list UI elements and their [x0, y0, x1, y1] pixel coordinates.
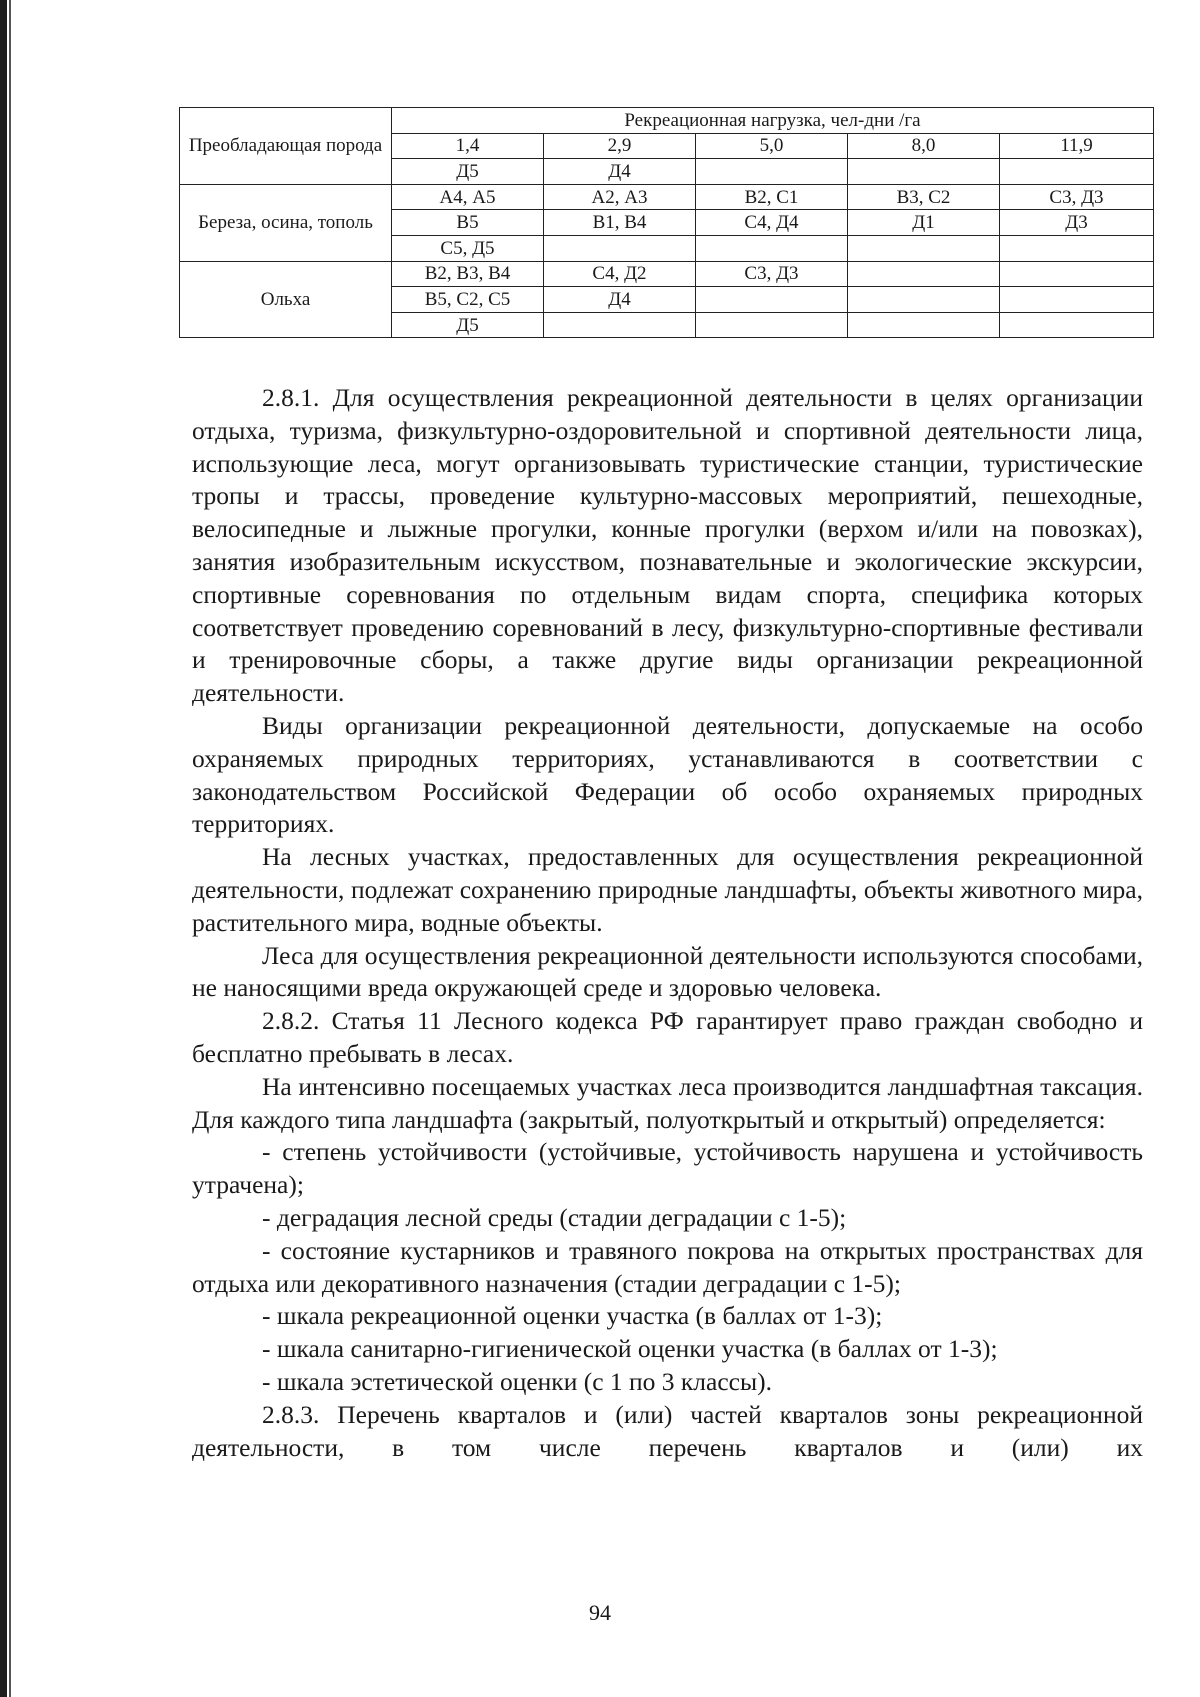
- table-cell: С4, Д4: [696, 210, 848, 236]
- table-cell: [696, 159, 848, 185]
- table-cell: [696, 235, 848, 261]
- table-cell: Д4: [544, 287, 696, 313]
- list-item: - шкала эстетической оценки (с 1 по 3 классы).: [262, 1366, 772, 1396]
- species-cell: Береза, осина, тополь: [180, 184, 392, 261]
- paragraph: На лесных участках, предоставленных для осуществления рекреационной деятельности, подлежат сохранению природные ландшафты, объекты животного мира, растительного мира, водные объекты.: [192, 842, 1143, 937]
- paragraph: На интенсивно посещаемых участках леса производится ландшафтная таксация. Для каждого типа ландшафта (закрытый, полуоткрытый и открытый) определяется:: [192, 1071, 1143, 1134]
- table-cell: [848, 287, 1000, 313]
- paragraph-2-8-1: 2.8.1. Для осуществления рекреационной деятельности в целях организации отдыха, туризма, физкультурно-оздоровительной и спортивной деятельности лица, использующие леса, могут организовывать туристические станции, туристические тропы и трассы, проведение культурно-массовых мероприятий, пешеходные, велосипедные и лыжные прогулки, конные прогулки (верхом и/или на повозках), занятия изобразительным искусством, познавательные и экологические экскурсии, спортивные соревнования по отдельным видам спорта, специфика которых соответствует проведению соревнований в лесу, физкультурно-спортивные фестивали и тренировочные сборы, а также другие виды организации рекреационной деятельности.: [192, 383, 1143, 708]
- table-cell: [1000, 159, 1154, 185]
- list-item: - деградация лесной среды (стадии деградации с 1-5);: [262, 1202, 847, 1232]
- table-cell: [1000, 261, 1154, 287]
- table-cell: С5, Д5: [392, 235, 544, 261]
- table-cell: С3, Д3: [1000, 184, 1154, 210]
- paragraph: Леса для осуществления рекреационной деятельности используются способами, не наносящими вреда окружающей среде и здоровью человека.: [192, 940, 1143, 1003]
- table-cell: [848, 261, 1000, 287]
- table-cell: В5: [392, 210, 544, 236]
- table-cell: [1000, 312, 1154, 338]
- table-cell: [544, 235, 696, 261]
- paragraph-2-8-3: 2.8.3. Перечень кварталов и (или) частей кварталов зоны рекреационной деятельности, в том числе перечень кварталов и (или) их: [192, 1399, 1143, 1462]
- load-column-cell: 2,9: [544, 133, 696, 159]
- table-cell: [848, 159, 1000, 185]
- load-column-cell: 11,9: [1000, 133, 1154, 159]
- table-cell: В2, С1: [696, 184, 848, 210]
- list-item: - шкала рекреационной оценки участка (в баллах от 1-3);: [262, 1301, 883, 1331]
- load-column-cell: 8,0: [848, 133, 1000, 159]
- table-cell: [696, 312, 848, 338]
- table-cell: С3, Д3: [696, 261, 848, 287]
- load-header-cell: Рекреационная нагрузка, чел-дни /га: [392, 108, 1154, 134]
- table-cell: Д5: [392, 312, 544, 338]
- load-column-cell: 1,4: [392, 133, 544, 159]
- list-item: - степень устойчивости (устойчивые, устойчивость нарушена и устойчивость утрачена);: [192, 1137, 1143, 1200]
- table-header-row: [180, 108, 1154, 134]
- species-header-cell: Преобладающая порода: [180, 108, 392, 185]
- table-row: [180, 261, 1154, 287]
- table-cell: Д3: [1000, 210, 1154, 236]
- paragraph-2-8-2: 2.8.2. Статья 11 Лесного кодекса РФ гарантирует право граждан свободно и бесплатно пребывать в лесах.: [192, 1006, 1143, 1068]
- table-cell: [696, 287, 848, 313]
- table-cell: А4, А5: [392, 184, 544, 210]
- recreational-load-table: [179, 107, 1154, 338]
- paragraph: Виды организации рекреационной деятельности, допускаемые на особо охраняемых природных территориях, устанавливаются в соответствии с законодательством Российской Федерации об особо охраняемых природных территориях.: [192, 710, 1143, 839]
- page-number: 94: [589, 1600, 611, 1625]
- table-cell: [848, 235, 1000, 261]
- table-cell: Д1: [848, 210, 1000, 236]
- list-item: - состояние кустарников и травяного покрова на открытых пространствах для отдыха или декоративного назначения (стадии деградации с 1-5);: [192, 1235, 1143, 1298]
- table-cell: [848, 312, 1000, 338]
- table-cell: А2, А3: [544, 184, 696, 210]
- list-item: - шкала санитарно-гигиенической оценки участка (в баллах от 1-3);: [262, 1334, 998, 1364]
- table-cell: В5, С2, С5: [392, 287, 544, 313]
- table-cell: [544, 312, 696, 338]
- table-cell: [1000, 235, 1154, 261]
- body-text: [192, 382, 1143, 1464]
- table-cell: Д5: [392, 159, 544, 185]
- table-cell: С4, Д2: [544, 261, 696, 287]
- table-row: [180, 184, 1154, 210]
- species-cell: Ольха: [180, 261, 392, 338]
- table-cell: Д4: [544, 159, 696, 185]
- table-cell: [1000, 287, 1154, 313]
- table-cell: В3, С2: [848, 184, 1000, 210]
- load-column-cell: 5,0: [696, 133, 848, 159]
- table-cell: В2, В3, В4: [392, 261, 544, 287]
- table-cell: В1, В4: [544, 210, 696, 236]
